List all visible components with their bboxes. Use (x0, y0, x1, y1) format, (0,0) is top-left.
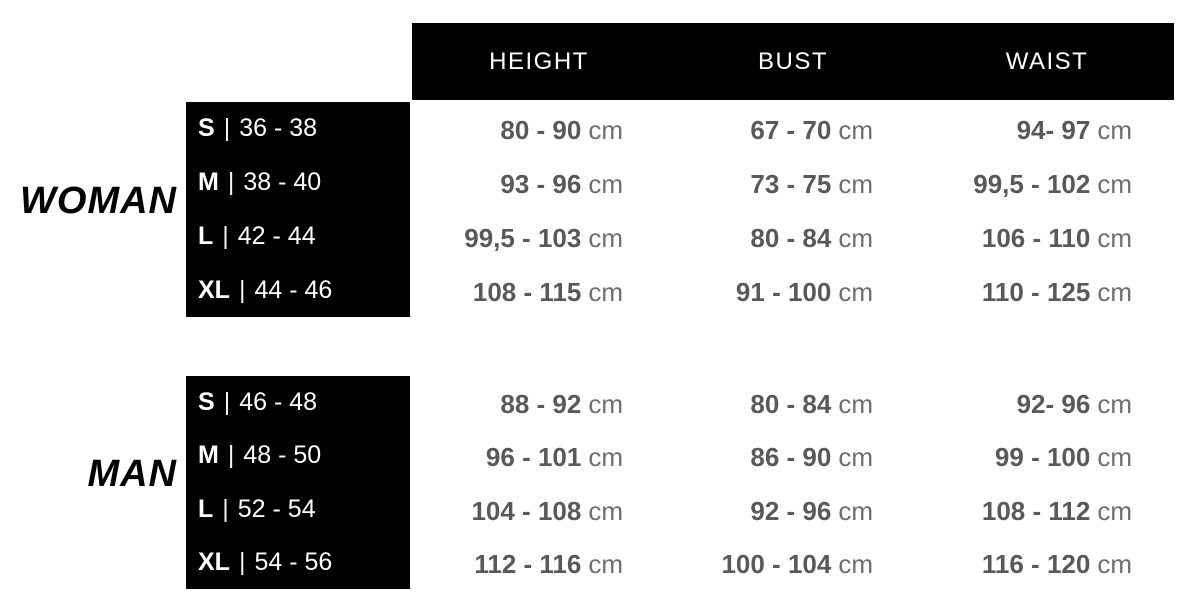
measurement-value: 80 - 84 (750, 389, 832, 420)
size-row-woman-l (198, 222, 410, 251)
measurement-value: 108 - 115 (472, 276, 582, 307)
woman-size-box (186, 102, 410, 317)
cell-woman-l-bust (750, 223, 920, 254)
measurement-value: 110 - 125 (981, 276, 1091, 307)
size-letter: L (198, 221, 214, 250)
unit-label: cm (588, 276, 623, 307)
measurement-value: 73 - 75 (750, 169, 832, 200)
cell-man-m-waist (995, 442, 1174, 473)
size-letter: L (198, 494, 214, 523)
size-row-woman-xl (198, 276, 410, 305)
measurement-value: 104 - 108 (471, 495, 582, 526)
size-row-woman-s (198, 114, 410, 143)
unit-label: cm (588, 115, 623, 146)
unit-label: cm (588, 169, 623, 200)
unit-label: cm (838, 442, 873, 473)
size-separator: | (238, 275, 246, 304)
size-row-man-m (198, 441, 410, 470)
cell-man-xl-height (474, 549, 666, 580)
size-letter: S (198, 114, 215, 143)
cell-man-m-height (486, 442, 666, 473)
measurement-value: 106 - 110 (981, 222, 1091, 253)
column-header-bust: BUST (757, 47, 828, 75)
cell-woman-l-waist (982, 223, 1174, 254)
measurement-value: 96 - 101 (485, 442, 582, 473)
size-letter: XL (198, 275, 230, 304)
measurement-value: 80 - 84 (750, 222, 832, 253)
cell-man-l-waist (982, 496, 1174, 527)
measurement-value: 80 - 90 (500, 115, 582, 146)
unit-label: cm (838, 389, 873, 420)
measurement-value: 88 - 92 (500, 389, 582, 420)
measurement-value: 108 - 112 (981, 495, 1091, 526)
size-range: 44 - 46 (254, 275, 333, 304)
unit-label: cm (838, 222, 873, 253)
column-header-waist: WAIST (1005, 47, 1089, 75)
size-separator: | (223, 388, 231, 417)
unit-label: cm (588, 442, 623, 473)
size-letter: XL (198, 547, 230, 576)
size-range: 54 - 56 (254, 547, 333, 576)
unit-label: cm (1097, 442, 1132, 473)
man-label: MAN (87, 453, 177, 495)
unit-label: cm (1097, 276, 1132, 307)
unit-label: cm (1097, 115, 1132, 146)
measurement-value: 93 - 96 (500, 169, 582, 200)
cell-woman-xl-waist (982, 277, 1174, 308)
size-row-woman-m (198, 168, 410, 197)
cell-man-s-waist (1017, 389, 1174, 420)
cell-woman-l-height (464, 223, 666, 254)
cell-man-l-bust (750, 496, 920, 527)
measurement-value: 86 - 90 (750, 442, 832, 473)
cell-man-l-height (471, 496, 666, 527)
size-range: 36 - 38 (239, 114, 318, 143)
cell-man-xl-waist (982, 549, 1174, 580)
size-separator: | (227, 441, 235, 470)
measurement-value: 94- 97 (1016, 115, 1091, 146)
cell-woman-m-height (500, 169, 666, 200)
unit-label: cm (588, 222, 623, 253)
cell-woman-s-height (500, 115, 666, 146)
measurement-value: 91 - 100 (735, 276, 832, 307)
size-row-man-s (198, 388, 410, 417)
measurement-value: 99,5 - 102 (973, 169, 1091, 200)
cell-woman-s-waist (1017, 115, 1174, 146)
unit-label: cm (1097, 222, 1132, 253)
cell-man-m-bust (750, 442, 920, 473)
cell-man-s-bust (750, 389, 920, 420)
unit-label: cm (838, 276, 873, 307)
size-letter: M (198, 441, 219, 470)
cell-woman-m-waist (973, 169, 1174, 200)
measurement-value: 112 - 116 (474, 548, 582, 579)
size-range: 38 - 40 (243, 168, 322, 197)
woman-label: WOMAN (20, 180, 177, 222)
measurement-value: 99,5 - 103 (464, 222, 582, 253)
size-range: 52 - 54 (237, 494, 316, 523)
unit-label: cm (588, 548, 623, 579)
column-header-height: HEIGHT (489, 47, 589, 75)
cell-woman-m-bust (750, 169, 920, 200)
measurement-value: 67 - 70 (750, 115, 832, 146)
measurement-value: 116 - 120 (981, 548, 1091, 579)
size-row-man-l (198, 495, 410, 524)
size-letter: S (198, 388, 215, 417)
measurement-value: 92- 96 (1016, 389, 1091, 420)
unit-label: cm (838, 169, 873, 200)
cell-woman-xl-height (473, 277, 666, 308)
measurement-value: 92 - 96 (750, 495, 832, 526)
man-size-box (186, 376, 410, 589)
size-range: 42 - 44 (237, 221, 316, 250)
size-separator: | (222, 221, 229, 250)
man-measurements (412, 378, 1174, 591)
man-section (0, 376, 1200, 589)
table-header (412, 23, 1174, 100)
cell-man-s-height (500, 389, 666, 420)
cell-man-xl-bust (721, 549, 920, 580)
unit-label: cm (588, 495, 623, 526)
unit-label: cm (588, 389, 623, 420)
size-range: 48 - 50 (243, 441, 322, 470)
unit-label: cm (1097, 169, 1132, 200)
size-letter: M (198, 168, 219, 197)
measurement-value: 99 - 100 (994, 442, 1091, 473)
size-separator: | (227, 168, 235, 197)
size-separator: | (223, 114, 231, 143)
cell-woman-xl-bust (736, 277, 920, 308)
cell-woman-s-bust (750, 115, 920, 146)
size-row-man-xl (198, 548, 410, 577)
unit-label: cm (1097, 495, 1132, 526)
size-range: 46 - 48 (239, 388, 318, 417)
unit-label: cm (1097, 548, 1132, 579)
woman-section (0, 102, 1200, 317)
unit-label: cm (838, 495, 873, 526)
unit-label: cm (838, 548, 873, 579)
size-separator: | (238, 547, 246, 576)
unit-label: cm (1097, 389, 1132, 420)
measurement-value: 100 - 104 (721, 548, 832, 579)
woman-measurements (412, 104, 1174, 319)
size-separator: | (222, 494, 229, 523)
unit-label: cm (838, 115, 873, 146)
